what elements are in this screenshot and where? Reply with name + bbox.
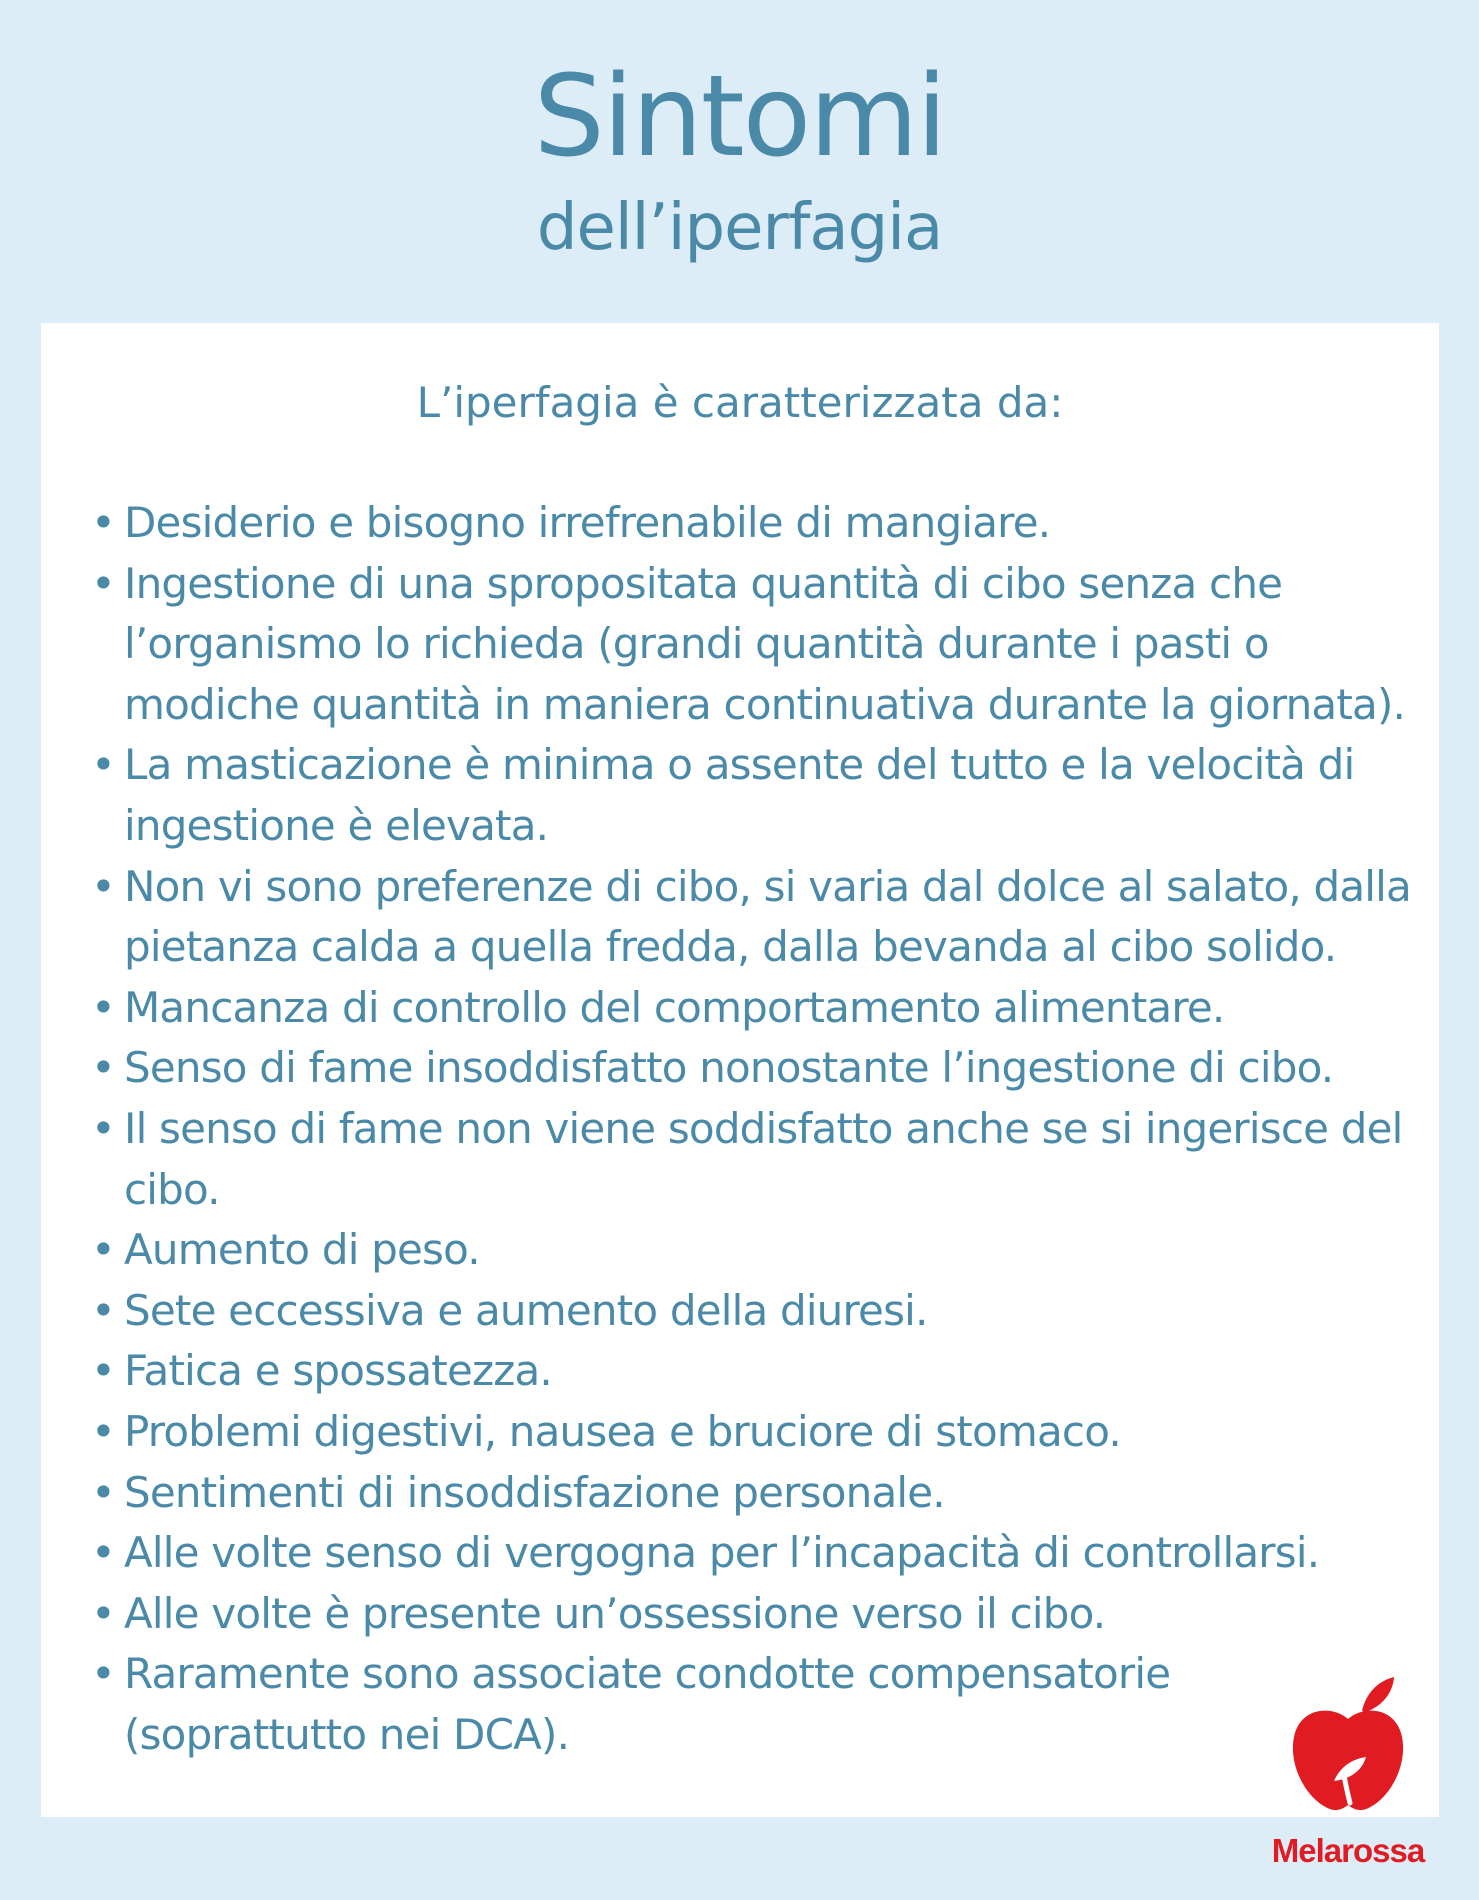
- symptom-item: [91, 1644, 1421, 1765]
- bullet-icon: •: [91, 982, 115, 1032]
- symptom-item: [91, 857, 1421, 978]
- bullet-icon: •: [91, 1649, 115, 1699]
- bullet-icon: •: [91, 1406, 115, 1456]
- page-title: Sintomi: [533, 52, 946, 182]
- bullet-icon: •: [91, 1588, 115, 1638]
- bullet-icon: •: [91, 861, 115, 911]
- header: [0, 0, 1479, 320]
- bullet-icon: •: [91, 1528, 115, 1578]
- symptom-text: Sentimenti di insoddisfazione personale.: [124, 1467, 945, 1517]
- symptom-item: [91, 1341, 1421, 1402]
- brand-name: Melarossa: [1271, 1832, 1425, 1869]
- symptom-text: Il senso di fame non viene soddisfatto anche se si ingerisce del cibo.: [124, 1103, 1403, 1214]
- symptom-text: Desiderio e bisogno irrefrenabile di mangiare.: [124, 498, 1051, 547]
- bullet-icon: •: [91, 1467, 115, 1517]
- symptom-text: Alle volte è presente un’ossessione verso il cibo.: [124, 1588, 1106, 1638]
- intro-text: L’iperfagia è caratterizzata da:: [416, 378, 1064, 427]
- symptom-item: [91, 1463, 1421, 1524]
- bullet-icon: •: [91, 558, 115, 608]
- bullet-icon: •: [91, 1285, 115, 1335]
- bullet-icon: •: [91, 740, 115, 790]
- symptom-text: Mancanza di controllo del comportamento alimentare.: [124, 982, 1225, 1032]
- symptom-item: [91, 1281, 1421, 1342]
- bullet-icon: •: [91, 1346, 115, 1396]
- bullet-icon: •: [91, 1225, 115, 1275]
- symptom-item: [91, 1523, 1421, 1584]
- symptom-text: Raramente sono associate condotte compensatorie (soprattutto nei DCA).: [124, 1649, 1171, 1759]
- symptom-item: [91, 1038, 1421, 1099]
- symptom-text: Alle volte senso di vergogna per l’incapacità di controllarsi.: [124, 1528, 1320, 1578]
- symptom-text: Fatica e spossatezza.: [124, 1346, 552, 1396]
- symptom-item: [91, 554, 1421, 736]
- symptom-text: Sete eccessiva e aumento della diuresi.: [124, 1285, 928, 1335]
- apple-icon: [1290, 1675, 1406, 1813]
- page-subtitle: dell’iperfagia: [536, 191, 943, 265]
- symptom-item: [91, 493, 1421, 554]
- symptom-text: Senso di fame insoddisfatto nonostante l’ingestione di cibo.: [124, 1043, 1334, 1093]
- symptom-text: Aumento di peso.: [124, 1225, 480, 1275]
- symptom-item: [91, 735, 1421, 856]
- symptom-item: [91, 1220, 1421, 1281]
- symptom-text: Non vi sono preferenze di cibo, si varia dal dolce al salato, dalla pietanza calda a quella fredda, dalla bevanda al cibo solido.: [124, 861, 1411, 972]
- symptom-item: [91, 978, 1421, 1039]
- symptom-item: [91, 1099, 1421, 1220]
- symptom-text: Ingestione di una spropositata quantità di cibo senza che l’organismo lo richieda (grandi quantità durante i pasti o modiche quantità in maniera continuativa durante la giornata).: [124, 558, 1406, 729]
- bullet-icon: •: [91, 1103, 115, 1153]
- bullet-icon: •: [91, 1043, 115, 1093]
- symptom-item: [91, 1584, 1421, 1645]
- content-card: [41, 323, 1439, 1817]
- symptom-item: [91, 1402, 1421, 1463]
- brand-logo: [1258, 1675, 1438, 1875]
- symptom-text: La masticazione è minima o assente del tutto e la velocità di ingestione è elevata.: [124, 740, 1355, 850]
- bullet-icon: •: [91, 498, 115, 547]
- symptom-text: Problemi digestivi, nausea e bruciore di stomaco.: [124, 1406, 1121, 1456]
- symptom-list: [91, 493, 1421, 1765]
